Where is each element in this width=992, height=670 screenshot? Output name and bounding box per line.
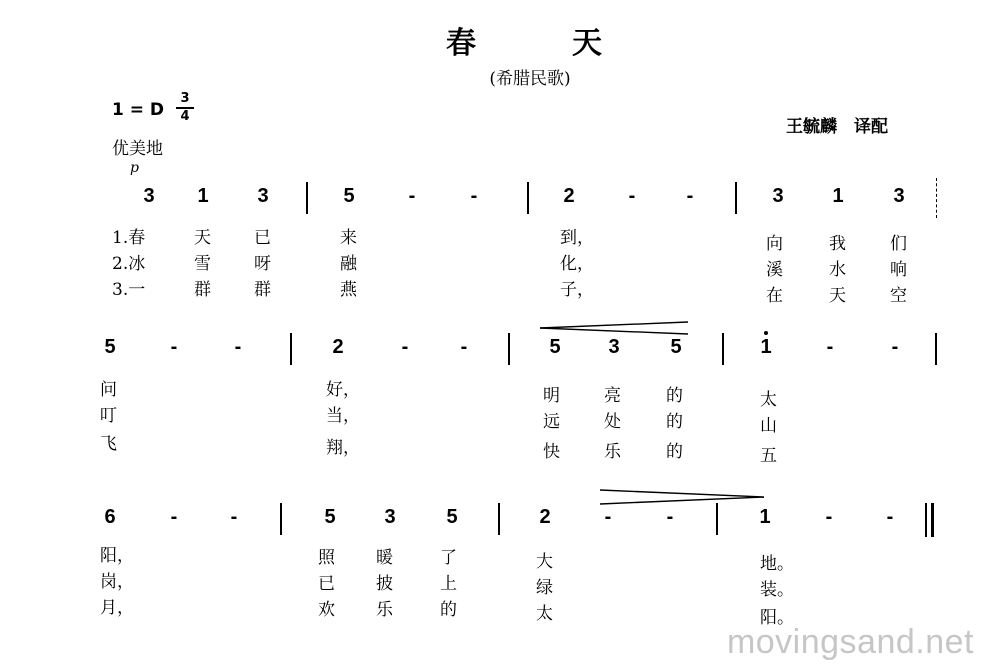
lyric: 燕 — [340, 280, 357, 300]
crescendo-hairpin — [540, 320, 690, 336]
lyric: 阳， — [100, 546, 134, 566]
lyric: 山 — [760, 416, 777, 436]
lyric: 好， — [326, 380, 360, 400]
song-title: 春 天 — [446, 26, 614, 61]
barline — [735, 182, 737, 214]
note: 3 — [608, 336, 620, 358]
note-dash: - — [825, 506, 833, 528]
note-dash: - — [470, 185, 478, 207]
lyric: 照 — [318, 548, 335, 568]
lyric: 已 — [254, 228, 271, 248]
note-dash: - — [826, 336, 834, 358]
lyric: 群 — [254, 280, 271, 300]
lyric: 上 — [440, 574, 457, 594]
line-end-marker — [936, 178, 938, 218]
lyric: 向 — [766, 234, 783, 254]
lyric: 的 — [666, 412, 683, 432]
lyric: 子， — [560, 280, 594, 300]
lyric: 暖 — [376, 548, 393, 568]
lyric: 水 — [829, 260, 846, 280]
lyric: 大 — [536, 552, 553, 572]
lyric: 阳。 — [760, 608, 794, 628]
note-dash: - — [234, 336, 242, 358]
lyric: 当， — [326, 406, 360, 426]
note-dash: - — [408, 185, 416, 207]
note: 1 — [197, 185, 209, 207]
lyric: 快 — [543, 442, 560, 462]
note-dash: - — [230, 506, 238, 528]
barline — [306, 182, 308, 214]
lyric: 天 — [829, 286, 846, 306]
note: 3 — [893, 185, 905, 207]
time-signature — [176, 92, 194, 124]
dynamic-marking: p — [130, 160, 139, 176]
lyric: 翔， — [326, 438, 360, 458]
lyric: 已 — [318, 574, 335, 594]
lyric: 融 — [340, 254, 357, 274]
lyric: 溪 — [766, 260, 783, 280]
note: 6 — [104, 506, 116, 528]
song-subtitle: (希腊民歌) — [489, 69, 571, 89]
note-dash: - — [666, 506, 674, 528]
lyric: 响 — [890, 260, 907, 280]
lyric: 在 — [766, 286, 783, 306]
note-dash: - — [401, 336, 409, 358]
note: 2 — [539, 506, 551, 528]
decrescendo-hairpin — [600, 488, 766, 506]
note: 5 — [670, 336, 682, 358]
note: 3 — [384, 506, 396, 528]
note: 5 — [549, 336, 561, 358]
lyric: 太 — [536, 604, 553, 624]
lyric: 的 — [666, 442, 683, 462]
note: 1 — [832, 185, 844, 207]
note-dash: - — [460, 336, 468, 358]
time-denominator: 4 — [180, 108, 190, 124]
barline — [498, 503, 500, 535]
lyric: 们 — [890, 234, 907, 254]
note-dash: - — [170, 336, 178, 358]
note-dash: - — [891, 336, 899, 358]
lyric: 乐 — [604, 442, 621, 462]
lyric: 装。 — [760, 580, 794, 600]
lyric: 2.冰 — [112, 254, 146, 274]
lyric: 群 — [194, 280, 211, 300]
lyric: 我 — [829, 234, 846, 254]
note-dash: - — [170, 506, 178, 528]
barline — [722, 333, 724, 365]
lyric: 来 — [340, 228, 357, 248]
lyric: 3.一 — [112, 280, 146, 300]
tempo-marking: 优美地 — [112, 139, 163, 159]
lyric: 绿 — [536, 578, 553, 598]
barline — [290, 333, 292, 365]
barline — [716, 503, 718, 535]
final-barline-thin — [925, 503, 927, 537]
lyric: 月， — [100, 598, 134, 618]
final-barline-thick — [931, 503, 934, 537]
lyric: 了 — [440, 548, 457, 568]
lyric: 披 — [376, 574, 393, 594]
lyric: 欢 — [318, 600, 335, 620]
lyric: 叮 — [100, 406, 117, 426]
lyric: 飞 — [100, 434, 117, 454]
note: 3 — [772, 185, 784, 207]
lyric: 处 — [604, 412, 621, 432]
note-dash: - — [886, 506, 894, 528]
note: 5 — [446, 506, 458, 528]
arranger-credit: 王毓麟 译配 — [786, 117, 888, 137]
note: 5 — [324, 506, 336, 528]
lyric: 空 — [890, 286, 907, 306]
lyric: 太 — [760, 390, 777, 410]
lyric: 到， — [560, 228, 594, 248]
lyric: 问 — [100, 380, 117, 400]
lyric: 地。 — [760, 554, 794, 574]
lyric: 远 — [543, 412, 560, 432]
note: 2 — [563, 185, 575, 207]
note: 1 — [759, 506, 771, 528]
note-high: 1 — [760, 336, 772, 358]
note: 5 — [343, 185, 355, 207]
barline — [280, 503, 282, 535]
lyric: 乐 — [376, 600, 393, 620]
note: 2 — [332, 336, 344, 358]
barline — [935, 333, 937, 365]
lyric: 明 — [543, 386, 560, 406]
lyric: 五 — [760, 446, 777, 466]
note: 3 — [143, 185, 155, 207]
watermark: movingsand.net — [726, 623, 974, 661]
note-dash: - — [604, 506, 612, 528]
lyric: 岗， — [100, 572, 134, 592]
lyric: 化， — [560, 254, 594, 274]
note-dash: - — [628, 185, 636, 207]
lyric: 的 — [666, 386, 683, 406]
lyric: 的 — [440, 600, 457, 620]
lyric: 亮 — [604, 386, 621, 406]
barline — [527, 182, 529, 214]
time-numerator: 3 — [180, 91, 190, 106]
barline — [508, 333, 510, 365]
octave-dot-above — [764, 331, 768, 335]
lyric: 雪 — [194, 254, 211, 274]
note-dash: - — [686, 185, 694, 207]
note: 5 — [104, 336, 116, 358]
lyric: 呀 — [254, 254, 271, 274]
lyric: 1.春 — [112, 228, 146, 248]
lyric: 天 — [194, 228, 211, 248]
key-signature: 1 = D — [112, 100, 165, 120]
note: 3 — [257, 185, 269, 207]
